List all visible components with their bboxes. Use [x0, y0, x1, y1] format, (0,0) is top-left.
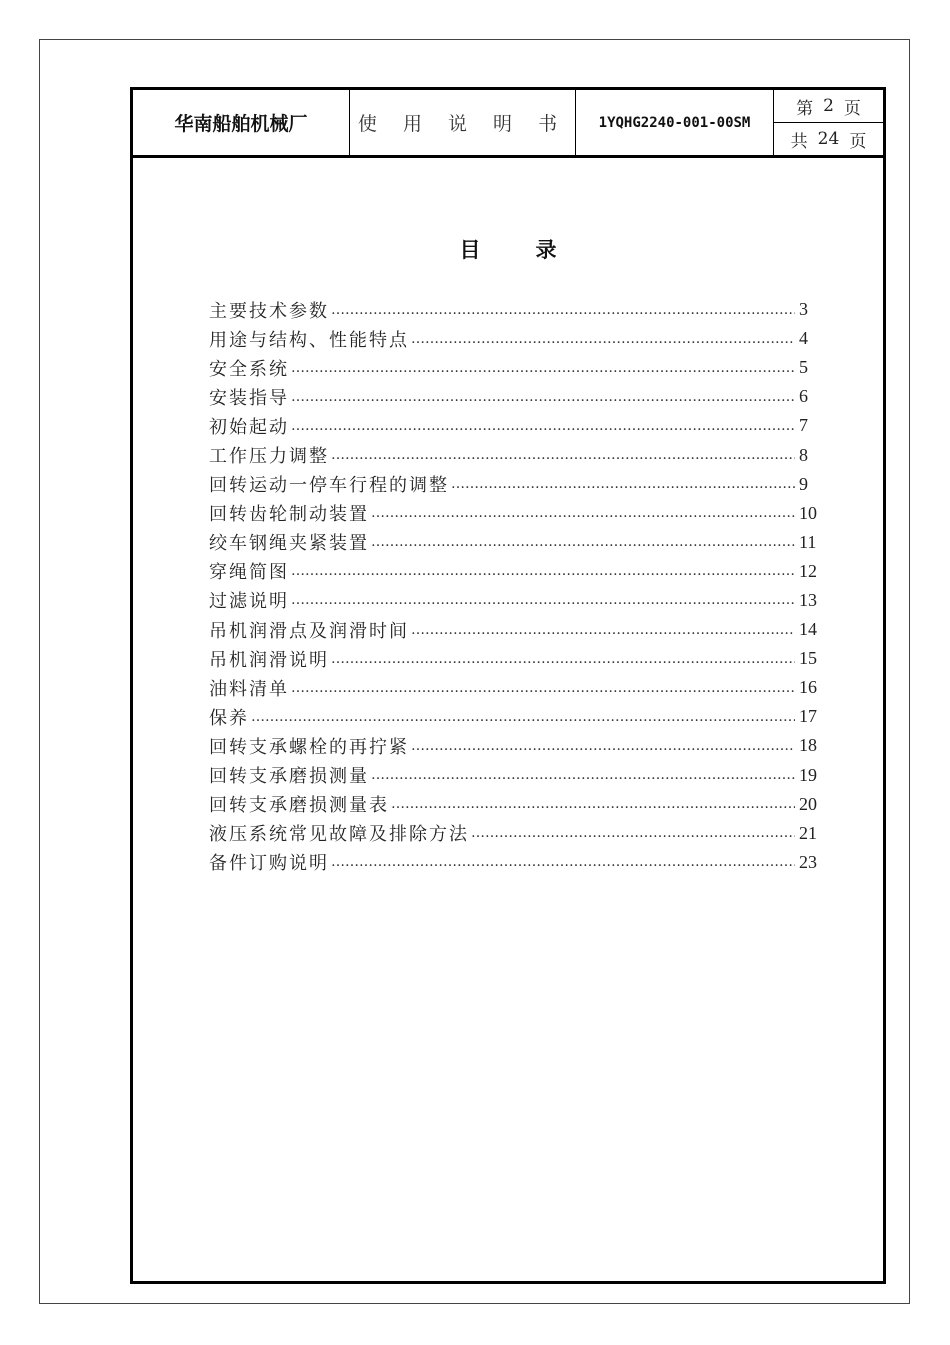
toc-title: [133, 234, 883, 264]
toc-entry[interactable]: [209, 295, 825, 324]
toc-entry-title: 绞车钢绳夹紧装置: [209, 533, 369, 555]
toc-entry-page: 3: [799, 299, 808, 320]
toc-entry[interactable]: [209, 470, 825, 499]
toc-leader-dots: [331, 651, 795, 667]
toc-entry[interactable]: [209, 790, 825, 819]
toc-entry[interactable]: [209, 499, 825, 528]
toc-entry-title: 穿绳简图: [209, 562, 289, 584]
toc-entry-page: 17: [799, 706, 817, 727]
toc-entry-title: 保养: [209, 707, 249, 729]
table-of-contents: [209, 295, 825, 877]
toc-entry-title: 液压系统常见故障及排除方法: [209, 824, 469, 846]
document-code: 1YQHG2240-001-00SM: [576, 90, 774, 155]
toc-entry-page: 9: [799, 473, 808, 494]
total-pages: [774, 123, 883, 155]
toc-entry-title: 主要技术参数: [209, 300, 329, 322]
toc-entry-title: 回转齿轮制动装置: [209, 504, 369, 526]
toc-entry-page: 7: [799, 415, 808, 436]
toc-entry[interactable]: [209, 702, 825, 731]
toc-leader-dots: [291, 418, 795, 434]
toc-title-char-1: 目: [459, 238, 481, 262]
toc-entry-page: 19: [799, 764, 817, 785]
toc-entry-title: 回转运动一停车行程的调整: [209, 475, 449, 497]
toc-entry[interactable]: [209, 528, 825, 557]
toc-entry-page: 20: [799, 793, 817, 814]
toc-entry-page: 23: [799, 851, 817, 872]
toc-entry[interactable]: [209, 731, 825, 760]
page-label-prefix: 第: [796, 98, 814, 119]
toc-entry-title: 回转支承磨损测量: [209, 766, 369, 788]
toc-leader-dots: [291, 389, 795, 405]
toc-entry-title: 吊机润滑点及润滑时间: [209, 620, 409, 642]
toc-entry-page: 21: [799, 822, 817, 843]
toc-leader-dots: [371, 767, 795, 783]
toc-entry[interactable]: [209, 557, 825, 586]
toc-leader-dots: [331, 854, 795, 870]
toc-leader-dots: [251, 709, 795, 725]
toc-leader-dots: [471, 825, 795, 841]
toc-leader-dots: [371, 534, 795, 550]
toc-entry-page: 13: [799, 589, 817, 610]
toc-entry[interactable]: [209, 761, 825, 790]
toc-entry[interactable]: [209, 324, 825, 353]
toc-leader-dots: [391, 796, 795, 812]
page-label-suffix: 页: [843, 98, 861, 119]
page-number: 2: [823, 96, 834, 116]
toc-entry-title: 过滤说明: [209, 591, 289, 613]
toc-entry-title: 工作压力调整: [209, 446, 329, 468]
total-label-prefix: 共: [790, 131, 808, 152]
toc-entry[interactable]: [209, 586, 825, 615]
toc-entry[interactable]: [209, 673, 825, 702]
document-frame: [130, 87, 886, 1284]
toc-leader-dots: [291, 680, 795, 696]
toc-leader-dots: [291, 360, 795, 376]
toc-entry-title: 用途与结构、性能特点: [209, 329, 409, 351]
toc-leader-dots: [371, 505, 795, 521]
toc-entry-title: 备件订购说明: [209, 853, 329, 875]
toc-entry-page: 14: [799, 619, 817, 640]
company-name: 华南船舶机械厂: [133, 90, 350, 155]
toc-leader-dots: [291, 563, 795, 579]
toc-entry-title: 初始起动: [209, 416, 289, 438]
toc-entry-page: 16: [799, 677, 817, 698]
toc-title-char-2: 录: [535, 238, 557, 262]
toc-entry-title: 回转支承螺栓的再拧紧: [209, 736, 409, 758]
toc-entry-page: 8: [799, 444, 808, 465]
toc-leader-dots: [411, 331, 795, 347]
toc-entry[interactable]: [209, 382, 825, 411]
toc-entry-page: 15: [799, 648, 817, 669]
total-label-suffix: 页: [849, 131, 867, 152]
toc-entry-page: 6: [799, 386, 808, 407]
toc-entry-title: 油料清单: [209, 678, 289, 700]
toc-entry-page: 5: [799, 357, 808, 378]
page-info: [774, 90, 883, 155]
toc-entry[interactable]: [209, 819, 825, 848]
toc-leader-dots: [331, 302, 795, 318]
toc-entry[interactable]: [209, 440, 825, 469]
toc-leader-dots: [451, 476, 795, 492]
toc-entry-page: 11: [799, 531, 817, 552]
toc-entry-title: 吊机润滑说明: [209, 649, 329, 671]
toc-leader-dots: [291, 592, 795, 608]
toc-leader-dots: [411, 622, 795, 638]
toc-leader-dots: [331, 447, 795, 463]
toc-entry[interactable]: [209, 644, 825, 673]
toc-leader-dots: [411, 738, 795, 754]
toc-entry[interactable]: [209, 353, 825, 382]
toc-entry[interactable]: [209, 411, 825, 440]
toc-entry[interactable]: [209, 848, 825, 877]
toc-entry-page: 10: [799, 502, 817, 523]
total-page-count: 24: [817, 129, 840, 149]
current-page: [774, 90, 883, 123]
toc-entry-page: 18: [799, 735, 817, 756]
toc-entry-title: 安全系统: [209, 358, 289, 380]
document-type: 使 用 说 明 书: [350, 90, 576, 155]
toc-entry-title: 回转支承磨损测量表: [209, 795, 389, 817]
toc-entry-page: 4: [799, 328, 808, 349]
toc-entry-title: 安装指导: [209, 387, 289, 409]
title-block: [133, 90, 883, 158]
toc-entry-page: 12: [799, 560, 817, 581]
toc-entry[interactable]: [209, 615, 825, 644]
